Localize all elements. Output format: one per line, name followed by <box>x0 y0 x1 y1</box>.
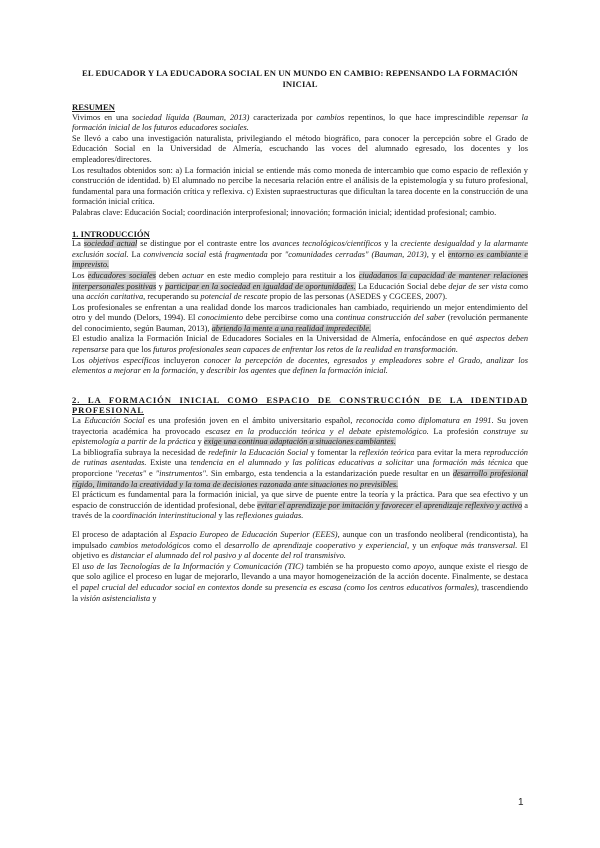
emphasis-text: distanciar el alumnado del rol pasivo y al docente del rol transmisivo. <box>110 551 346 561</box>
emphasis-text: reconocida como diplomatura en 1991 <box>355 416 492 426</box>
text-run: se distingue por el contraste entre los <box>137 239 273 249</box>
document-title: EL EDUCADOR Y LA EDUCADORA SOCIAL EN UN MUNDO EN CAMBIO: REPENSANDO LA FORMACIÓN INICIAL <box>82 68 518 89</box>
introduction-section <box>72 239 528 377</box>
text-run: repentinos, lo que hace imprescindible <box>344 112 489 122</box>
text-run: , aunque existe el riesgo de que solo agilice el proceso en lugar de mejorarlo, llevando a una mayor homogeneización de la acción docente. Finalmente, se destaca el <box>72 561 528 592</box>
emphasis-text: avances tecnológicos/científicos <box>272 239 382 249</box>
emphasis-text: apoyo <box>413 561 434 571</box>
emphasis-text: "instrumentos" <box>155 469 206 478</box>
emphasis-text: conocimiento <box>197 313 244 323</box>
emphasis-text: convivencia social <box>143 249 207 259</box>
text-run: El <box>72 561 83 571</box>
text-run: El objetivo es <box>72 540 528 561</box>
paragraph <box>72 113 528 134</box>
paragraph <box>72 239 528 271</box>
text-run: , y <box>195 366 207 376</box>
text-run: La <box>72 239 84 249</box>
text-run: . Su joven trayectoria académica ha provocado <box>72 416 529 436</box>
emphasis-text: cambios metodológicos <box>110 540 191 550</box>
text-run: que proporcione <box>72 458 528 478</box>
text-run: . Sin embargo, esta tendencia a la estandarización puede resultar en un <box>205 469 453 478</box>
paragraph <box>72 166 528 208</box>
emphasis-text: potencial de rescate <box>200 292 268 302</box>
paragraph <box>72 303 528 335</box>
emphasis-text: sociedad líquida (Bauman, 2013) <box>131 112 250 122</box>
emphasis-text: tendencia en el alumnado y las políticas educativas a solicitar <box>190 458 414 468</box>
text-run: y las <box>216 511 237 521</box>
emphasis-text: uso de las Tecnologías de la Información y Comunicación (TIC) <box>82 561 304 571</box>
text-run: Vivimos en una <box>72 112 132 122</box>
text-run: a través de la <box>72 500 528 521</box>
paragraph <box>72 562 528 604</box>
text-run: y la <box>381 239 401 249</box>
text-run: y <box>156 281 166 291</box>
text-run: en este medio complejo para restituir a los <box>204 270 359 280</box>
emphasis-text: continua construcción del saber <box>335 313 446 323</box>
paragraph <box>72 448 528 490</box>
text-run: La profesión <box>428 426 484 436</box>
highlighted-text: ciudadanos la capacidad de mantener relaciones interpersonales positivas <box>72 270 529 291</box>
text-run: La <box>72 416 85 426</box>
emphasis-text: enfoque más transversal. <box>431 540 518 550</box>
emphasis-text: formación más técnica <box>432 458 513 468</box>
text-run: La <box>128 249 144 259</box>
text-run: , trascendiendo la <box>72 582 528 603</box>
paragraph <box>72 490 528 522</box>
emphasis-text: acción caritativa <box>86 292 144 302</box>
text-run: debe percibirse como una <box>243 313 336 323</box>
highlighted-text: educadores sociales <box>87 270 156 280</box>
text-run: e <box>146 469 156 478</box>
text-run: para evitar la mera <box>414 447 484 457</box>
emphasis-text: describir los agentes que definen la formación inicial. <box>206 366 388 376</box>
text-run: Existe una <box>146 458 191 468</box>
highlighted-text: abriendo la mente a una realidad impredecible. <box>211 323 372 333</box>
text-run: El estudio analiza la Formación Inicial de Educadores Sociales en la Universidad de Almería, enfocándose en qué <box>72 334 476 344</box>
text-run: , recuperando su <box>143 292 201 302</box>
emphasis-text: dejar de ser vista <box>448 281 508 291</box>
text-run: Los profesionales se enfrentan a una realidad donde los marcos tradicionales han cambiado, requiriendo un mejor entendimiento del otro y del mundo (Delors, 1994). El <box>72 302 528 323</box>
emphasis-text: repensar la formación inicial de los futuros educadores sociales. <box>72 112 529 133</box>
text-run: por <box>267 249 285 259</box>
text-run: y <box>195 437 204 447</box>
paragraph <box>72 530 528 562</box>
paragraph <box>72 208 528 219</box>
text-run: una <box>413 458 433 468</box>
emphasis-text: reflexión teórica <box>358 447 415 457</box>
text-run: Los resultados obtenidos son: a) La formación inicial se entiende más como moneda de intercambio que como espacio de reflexión y construcción de identidad. b) El alumnado no percibe la necesaria relación entre el análisis de la epistemología y su futuro profesional, fundamental para una formación crítica y reflexiva. c) Existen supraestructuras que dificultan la tarea docente en la construcción de una formación inicial crítica. <box>72 165 528 207</box>
emphasis-text: Educación Social <box>84 416 145 426</box>
text-run: también se ha propuesto como <box>303 561 414 571</box>
highlighted-text: evitar el aprendizaje por imitación y favorecer el aprendizaje reflexivo y activo <box>257 500 523 510</box>
emphasis-text: desarrollo de aprendizaje cooperativo y experiencial <box>224 540 407 550</box>
highlighted-text: exige una continua adaptación a situaciones cambiantes. <box>203 437 396 447</box>
paragraph <box>72 134 528 166</box>
emphasis-text: conocer la percepción de docentes, egresados y empleadores sobre el Grado, analizar los elementos a mejorar en la formación <box>72 355 528 376</box>
text-run: es una profesión joven en el ámbito universitario español, <box>144 416 356 426</box>
text-run: deben <box>155 270 183 280</box>
emphasis-text: redefinir la Educación Social <box>208 447 309 457</box>
emphasis-text: escasez en la producción teórica y el debate epistemológico. <box>205 426 429 436</box>
resumen-heading: RESUMEN <box>72 102 115 112</box>
text-run: El proceso de adaptación al <box>72 529 170 539</box>
highlighted-text: participar en la sociedad en igualdad de oportunidades. <box>165 281 356 291</box>
introduction-heading: 1. INTRODUCCIÓN <box>72 228 150 239</box>
text-run: incluyeron <box>159 355 204 365</box>
emphasis-text: construye su epistemología a partir de la práctica <box>72 426 528 447</box>
text-run: , y un <box>406 540 432 550</box>
text-run: El prácticum es fundamental para la formación inicial, ya que sirve de puente entre la teoría y la práctica. Para que sea efectivo y un espacio de construcción de identidad profesional, debe <box>72 490 528 510</box>
text-run: La bibliografía subraya la necesidad de <box>72 447 209 457</box>
emphasis-text: coordinación interinstitucional <box>112 511 217 521</box>
text-run: como el <box>190 540 225 550</box>
text-run: Palabras clave: Educación Social; coordinación interprofesional; innovación; formación inicial; identidad profesional; cambio. <box>72 207 497 217</box>
emphasis-text: cambios <box>316 112 345 122</box>
emphasis-text: visión asistencialista <box>80 593 151 603</box>
text-run: Los <box>72 355 89 365</box>
text-run: La Educación Social debe <box>355 281 449 291</box>
emphasis-text: reproducción de rutinas asentadas. <box>72 447 528 468</box>
text-run: Se llevó a cabo una investigación naturalista, privilegiando el método biográfico, para conocer la percepción sobre el Grado de Educación Social en la Universidad de Almería, escuchando las voces del alumnado egresado, los docentes y los empleadores/directores. <box>72 133 528 164</box>
text-run: propio de las personas (ASEDES y CGCEES, 2007). <box>267 292 448 302</box>
page-number: 1 <box>518 797 524 808</box>
highlighted-text: entorno es cambiante e imprevisto. <box>72 249 529 270</box>
section-2-heading: 2. LA FORMACIÓN INICIAL COMO ESPACIO DE CONSTRUCCIÓN DE LA IDENTIDAD PROFESIONAL <box>72 394 528 416</box>
text-run: y fomentar la <box>308 447 359 457</box>
paragraph <box>72 356 528 377</box>
emphasis-text: "comunidades cerradas" (Bauman, 2013) <box>284 249 427 259</box>
paragraph <box>72 334 528 355</box>
text-run: y <box>150 593 157 603</box>
text-run: para que los <box>108 345 154 355</box>
text-run: , aunque con un trasfondo neoliberal (rendicontista), ha impulsado <box>72 529 528 550</box>
emphasis-text: reflexiones guiadas. <box>236 511 304 521</box>
document-body <box>72 68 528 604</box>
emphasis-text: aspectos deben repensarse <box>72 334 529 355</box>
paragraph <box>72 416 528 448</box>
section-2-body <box>72 416 528 604</box>
emphasis-text: actuar <box>182 270 204 280</box>
text-run: , y el <box>426 249 448 259</box>
emphasis-text: "recetas" <box>115 469 147 478</box>
emphasis-text: Espacio Europeo de Educación Superior (EEES) <box>169 529 338 539</box>
abstract-section <box>72 113 528 219</box>
text-run: Los <box>72 270 88 280</box>
emphasis-text: futuros profesionales sean capaces de enfrentar los retos de la realidad en transformación. <box>153 345 458 355</box>
paragraph <box>72 271 528 303</box>
emphasis-text: fragmentada <box>224 249 268 259</box>
highlighted-text: desarrollo profesional rígido, limitando la creatividad y la toma de decisiones razonada ante situaciones no previsibles. <box>72 469 528 489</box>
text-run: como una <box>72 281 529 302</box>
highlighted-text: sociedad actual <box>83 239 138 249</box>
text-run: (revolución permanente del conocimiento, según Bauman, 2013), <box>72 313 528 333</box>
emphasis-text: papel crucial del educador social en contextos donde su presencia es escasa (como los centros educativos formales) <box>80 582 477 592</box>
text-run: caracterizada por <box>249 112 317 122</box>
emphasis-text: creciente desigualdad y la alarmante exclusión social. <box>72 239 528 259</box>
text-run: está <box>206 249 225 259</box>
emphasis-text: objetivos específicos <box>88 355 160 365</box>
